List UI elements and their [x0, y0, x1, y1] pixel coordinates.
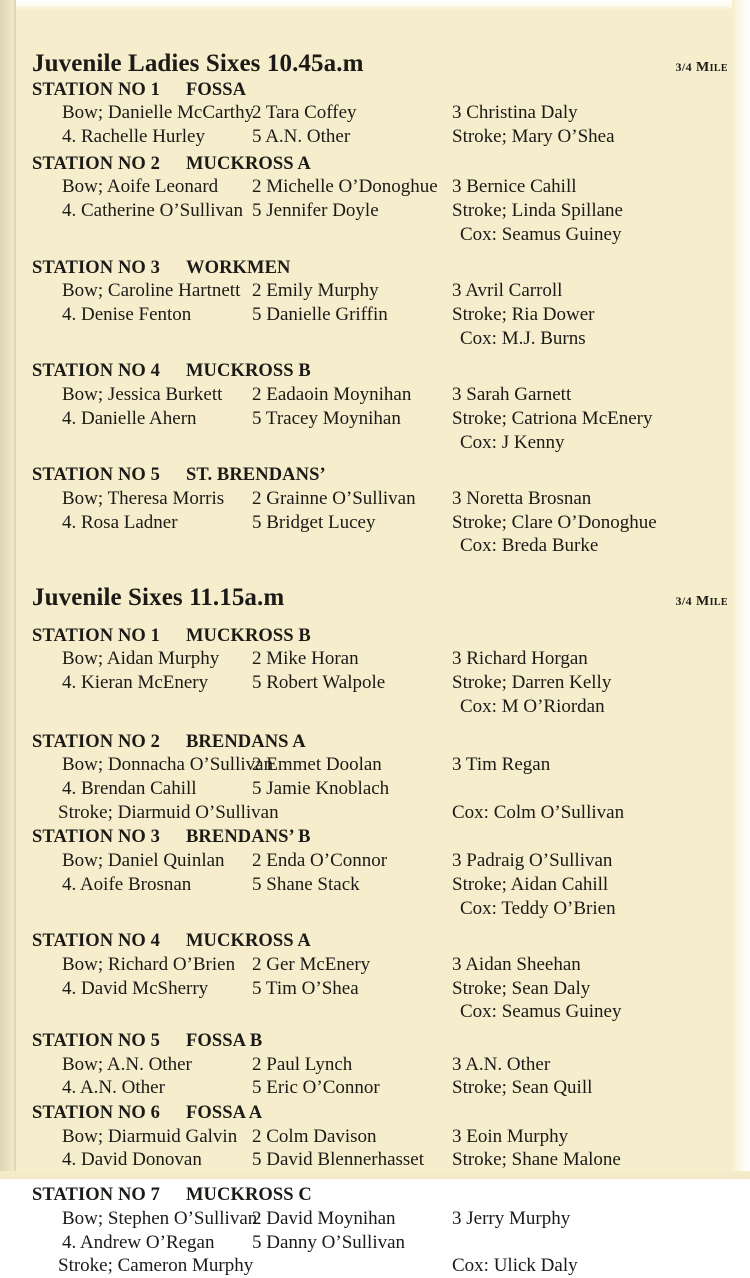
- crew-seat-1: Bow; Aoife Leonard: [62, 176, 219, 198]
- station-club: MUCKROSS B: [185, 625, 311, 646]
- crew-row: [0, 175, 750, 199]
- station-heading: [0, 625, 750, 648]
- station-heading: [0, 930, 750, 953]
- station-club: ST. BRENDANS’: [185, 465, 326, 486]
- station-heading: [0, 153, 750, 176]
- crew-seat-3: 3 Avril Carroll: [452, 280, 563, 302]
- crew-seat-3: 3 Bernice Cahill: [452, 176, 577, 198]
- station-heading: [0, 360, 750, 383]
- crew-row: [0, 407, 750, 431]
- cox-name: Cox: Seamus Guiney: [460, 223, 622, 245]
- cox-row: [0, 223, 750, 247]
- race-spacer: [0, 558, 750, 584]
- station-club: MUCKROSS C: [185, 1185, 312, 1206]
- crew-row: [0, 1231, 750, 1255]
- top-spacer: [0, 0, 750, 50]
- crew-row: [0, 1148, 750, 1172]
- crew-seat-2: 5 Tracey Moynihan: [252, 407, 401, 429]
- crew-seat-3: 3 Eoin Murphy: [452, 1125, 569, 1147]
- crew-row: [0, 1207, 750, 1231]
- crew-seat-2: 5 A.N. Other: [252, 126, 351, 148]
- crew-seat-1: 4. Aoife Brosnan: [62, 873, 192, 895]
- crew-seat-2: 2 Mike Horan: [252, 648, 359, 670]
- crew-seat-3: Stroke; Clare O’Donoghue: [452, 511, 657, 533]
- crew-seat-1: Bow; Aidan Murphy: [62, 648, 220, 670]
- station-label: STATION NO 3: [32, 257, 160, 278]
- race-distance: [676, 594, 729, 610]
- crew-seat-3: 3 Padraig O’Sullivan: [452, 850, 613, 871]
- cox-row: [0, 431, 750, 455]
- crew-seat-3: 3 Sarah Garnett: [452, 384, 572, 405]
- crew-seat-3: Stroke; Darren Kelly: [452, 672, 612, 694]
- crew-seat-3: Stroke; Sean Daly: [452, 977, 591, 999]
- station-club: FOSSA A: [185, 1103, 263, 1124]
- crew-seat-1: 4. Rachelle Hurley: [62, 126, 205, 148]
- crew-seat-1: 4. Denise Fenton: [62, 303, 192, 325]
- crew-seat-2: 2 Eadaoin Moynihan: [252, 384, 412, 405]
- cox-name: Cox: Seamus Guiney: [460, 1001, 622, 1023]
- race-title: Juvenile Ladies Sixes 10.45a.m: [32, 50, 364, 77]
- station-spacer: [0, 350, 750, 360]
- crew-seat-2: 5 Bridget Lucey: [252, 511, 376, 533]
- cox-row: [0, 327, 750, 351]
- station-spacer: [0, 719, 750, 731]
- crew-seat-2: 2 Emmet Doolan: [252, 754, 382, 776]
- station-heading: [0, 826, 750, 849]
- race-distance-unit: Mile: [695, 594, 728, 610]
- cox-name: Cox: Colm O’Sullivan: [452, 801, 625, 823]
- crew-seat-2: 2 Enda O’Connor: [252, 850, 388, 871]
- race-distance-fraction: 3/4: [675, 60, 693, 74]
- race-distance-unit: Mile: [695, 60, 728, 75]
- station-club: WORKMEN: [185, 257, 291, 278]
- station-label: STATION NO 3: [32, 827, 160, 848]
- crew-seat-1: 4. David Donovan: [62, 1149, 202, 1171]
- cox-row: [0, 897, 750, 921]
- station-label: STATION NO 1: [32, 79, 160, 100]
- station-club: FOSSA B: [185, 1031, 263, 1052]
- station-label: STATION NO 1: [32, 625, 160, 646]
- station-label: STATION NO 4: [32, 931, 160, 952]
- crew-seat-2: 2 Paul Lynch: [252, 1053, 353, 1075]
- crew-seat-1: 4. Brendan Cahill: [62, 777, 197, 799]
- crew-row: [0, 101, 750, 125]
- crew-seat-2: 5 Tim O’Shea: [252, 977, 359, 999]
- race-title: Juvenile Sixes 11.15a.m: [32, 584, 285, 612]
- crew-seat-1: Bow; Diarmuid Galvin: [62, 1125, 238, 1147]
- station-spacer: [0, 454, 750, 464]
- cox-row: [0, 695, 750, 719]
- station-label: STATION NO 5: [32, 465, 160, 486]
- station-club: MUCKROSS A: [185, 931, 311, 952]
- station-spacer: [0, 613, 750, 625]
- crew-seat-3: 3 Christina Daly: [452, 102, 578, 124]
- station-heading: [0, 731, 750, 754]
- station-heading: [0, 1102, 750, 1125]
- crew-seat-2: 5 Jennifer Doyle: [252, 200, 379, 222]
- crew-seat-3: 3 A.N. Other: [452, 1053, 551, 1075]
- stroke-row: [0, 801, 750, 825]
- cox-name: Cox: J Kenny: [460, 431, 565, 453]
- race-distance: [676, 60, 729, 76]
- crew-seat-1: Bow; Donnacha O’Sullivan: [62, 754, 274, 776]
- crew-seat-1: Bow; Jessica Burkett: [62, 384, 223, 405]
- crew-seat-2: 2 Ger McEnery: [252, 953, 371, 975]
- crew-seat-2: 5 Jamie Knoblach: [252, 777, 390, 799]
- crew-seat-3: Stroke; Aidan Cahill: [452, 873, 609, 895]
- station-spacer: [0, 1172, 750, 1184]
- crew-seat-3: Stroke; Shane Malone: [452, 1149, 621, 1171]
- crew-row: [0, 1125, 750, 1149]
- crew-seat-1: 4. A.N. Other: [62, 1077, 165, 1099]
- crew-seat-2: 2 Colm Davison: [252, 1125, 377, 1147]
- crew-row: [0, 511, 750, 535]
- crew-seat-1: Bow; Stephen O’Sullivan: [62, 1207, 258, 1229]
- crew-seat-3: Stroke; Sean Quill: [452, 1077, 593, 1099]
- station-label: STATION NO 6: [32, 1103, 160, 1124]
- crew-row: [0, 199, 750, 223]
- crew-seat-1: 4. Kieran McEnery: [62, 672, 209, 694]
- crew-seat-2: 2 Tara Coffey: [252, 102, 357, 124]
- cox-row: [0, 534, 750, 558]
- crew-seat-2: 5 Shane Stack: [252, 873, 360, 895]
- crew-seat-3: 3 Jerry Murphy: [452, 1207, 571, 1229]
- station-label: STATION NO 2: [32, 153, 160, 174]
- crew-seat-2: 2 Michelle O’Donoghue: [252, 176, 438, 198]
- station-club: BRENDANS A: [185, 731, 306, 752]
- crew-seat-2: 2 Emily Murphy: [252, 280, 379, 302]
- crew-row: [0, 753, 750, 777]
- crew-seat-3: Stroke; Mary O’Shea: [452, 126, 615, 148]
- crew-seat-1: Bow; Caroline Hartnett: [62, 280, 241, 302]
- crew-seat-2: 5 Danielle Griffin: [252, 303, 388, 325]
- station-heading: [0, 1184, 750, 1207]
- station-club: MUCKROSS A: [185, 153, 311, 174]
- crew-seat-2: 2 David Moynihan: [252, 1207, 396, 1229]
- crew-seat-1: 4. Andrew O’Regan: [62, 1231, 215, 1253]
- crew-row: [0, 303, 750, 327]
- race-heading: [0, 584, 750, 613]
- crew-seat-2: 5 David Blennerhasset: [252, 1149, 425, 1171]
- crew-seat-3: [452, 1231, 688, 1255]
- crew-seat-3: Stroke; Catriona McEnery: [452, 407, 653, 429]
- station-label: STATION NO 4: [32, 361, 160, 382]
- station-label: STATION NO 5: [32, 1031, 160, 1052]
- station-spacer: [0, 247, 750, 257]
- stroke-name: Stroke; Diarmuid O’Sullivan: [58, 801, 279, 823]
- crew-seat-2: 5 Eric O’Connor: [252, 1077, 380, 1099]
- station-heading: [0, 464, 750, 487]
- crew-row: [0, 953, 750, 977]
- crew-row: [0, 849, 750, 873]
- crew-row: [0, 671, 750, 695]
- crew-seat-1: Bow; Danielle McCarthy: [62, 102, 255, 124]
- crew-row: [0, 487, 750, 511]
- crew-seat-3: 3 Aidan Sheehan: [452, 953, 581, 975]
- station-club: FOSSA: [185, 79, 247, 100]
- cox-name: Cox: M O’Riordan: [460, 695, 605, 717]
- stroke-row: [0, 1254, 750, 1278]
- station-heading: [0, 1030, 750, 1053]
- crew-seat-1: 4. Catherine O’Sullivan: [62, 200, 243, 222]
- station-spacer: [0, 920, 750, 930]
- cox-name: Cox: M.J. Burns: [460, 327, 586, 349]
- station-heading: [0, 257, 750, 280]
- crew-seat-1: 4. David McSherry: [62, 977, 209, 999]
- crew-row: [0, 647, 750, 671]
- station-club: BRENDANS’ B: [185, 827, 311, 848]
- cox-name: Cox: Ulick Daly: [452, 1255, 578, 1277]
- stroke-name: Stroke; Cameron Murphy: [58, 1255, 254, 1277]
- station-heading: [0, 79, 750, 102]
- crew-seat-1: Bow; A.N. Other: [62, 1053, 192, 1075]
- station-label: STATION NO 2: [32, 731, 160, 752]
- cox-name: Cox: Teddy O’Brien: [460, 897, 616, 919]
- crew-row: [0, 977, 750, 1001]
- crew-row: [0, 777, 750, 801]
- race-distance-fraction: 3/4: [675, 594, 693, 609]
- station-label: STATION NO 7: [32, 1185, 160, 1206]
- cox-row: [0, 1000, 750, 1024]
- crew-seat-2: 5 Danny O’Sullivan: [252, 1231, 406, 1253]
- crew-seat-1: 4. Danielle Ahern: [62, 407, 197, 429]
- crew-seat-3: Stroke; Ria Dower: [452, 303, 595, 325]
- crew-seat-1: Bow; Richard O’Brien: [62, 953, 236, 975]
- crew-seat-3: 3 Tim Regan: [452, 754, 551, 776]
- crew-seat-3: [452, 777, 688, 801]
- crew-seat-1: Bow; Theresa Morris: [62, 487, 225, 509]
- crew-seat-1: Bow; Daniel Quinlan: [62, 850, 225, 871]
- crew-row: [0, 383, 750, 407]
- crew-row: [0, 125, 750, 149]
- crew-row: [0, 1053, 750, 1077]
- crew-seat-2: 2 Grainne O’Sullivan: [252, 487, 416, 509]
- crew-row: [0, 1076, 750, 1100]
- crew-seat-2: 5 Robert Walpole: [252, 672, 386, 694]
- crew-row: [0, 873, 750, 897]
- crew-seat-1: 4. Rosa Ladner: [62, 511, 178, 533]
- crew-row: [0, 279, 750, 303]
- race-heading: [0, 50, 750, 79]
- crew-seat-3: 3 Noretta Brosnan: [452, 487, 592, 509]
- crew-seat-3: Stroke; Linda Spillane: [452, 200, 623, 222]
- crew-seat-3: 3 Richard Horgan: [452, 648, 588, 670]
- cox-name: Cox: Breda Burke: [460, 535, 599, 557]
- station-club: MUCKROSS B: [185, 361, 311, 382]
